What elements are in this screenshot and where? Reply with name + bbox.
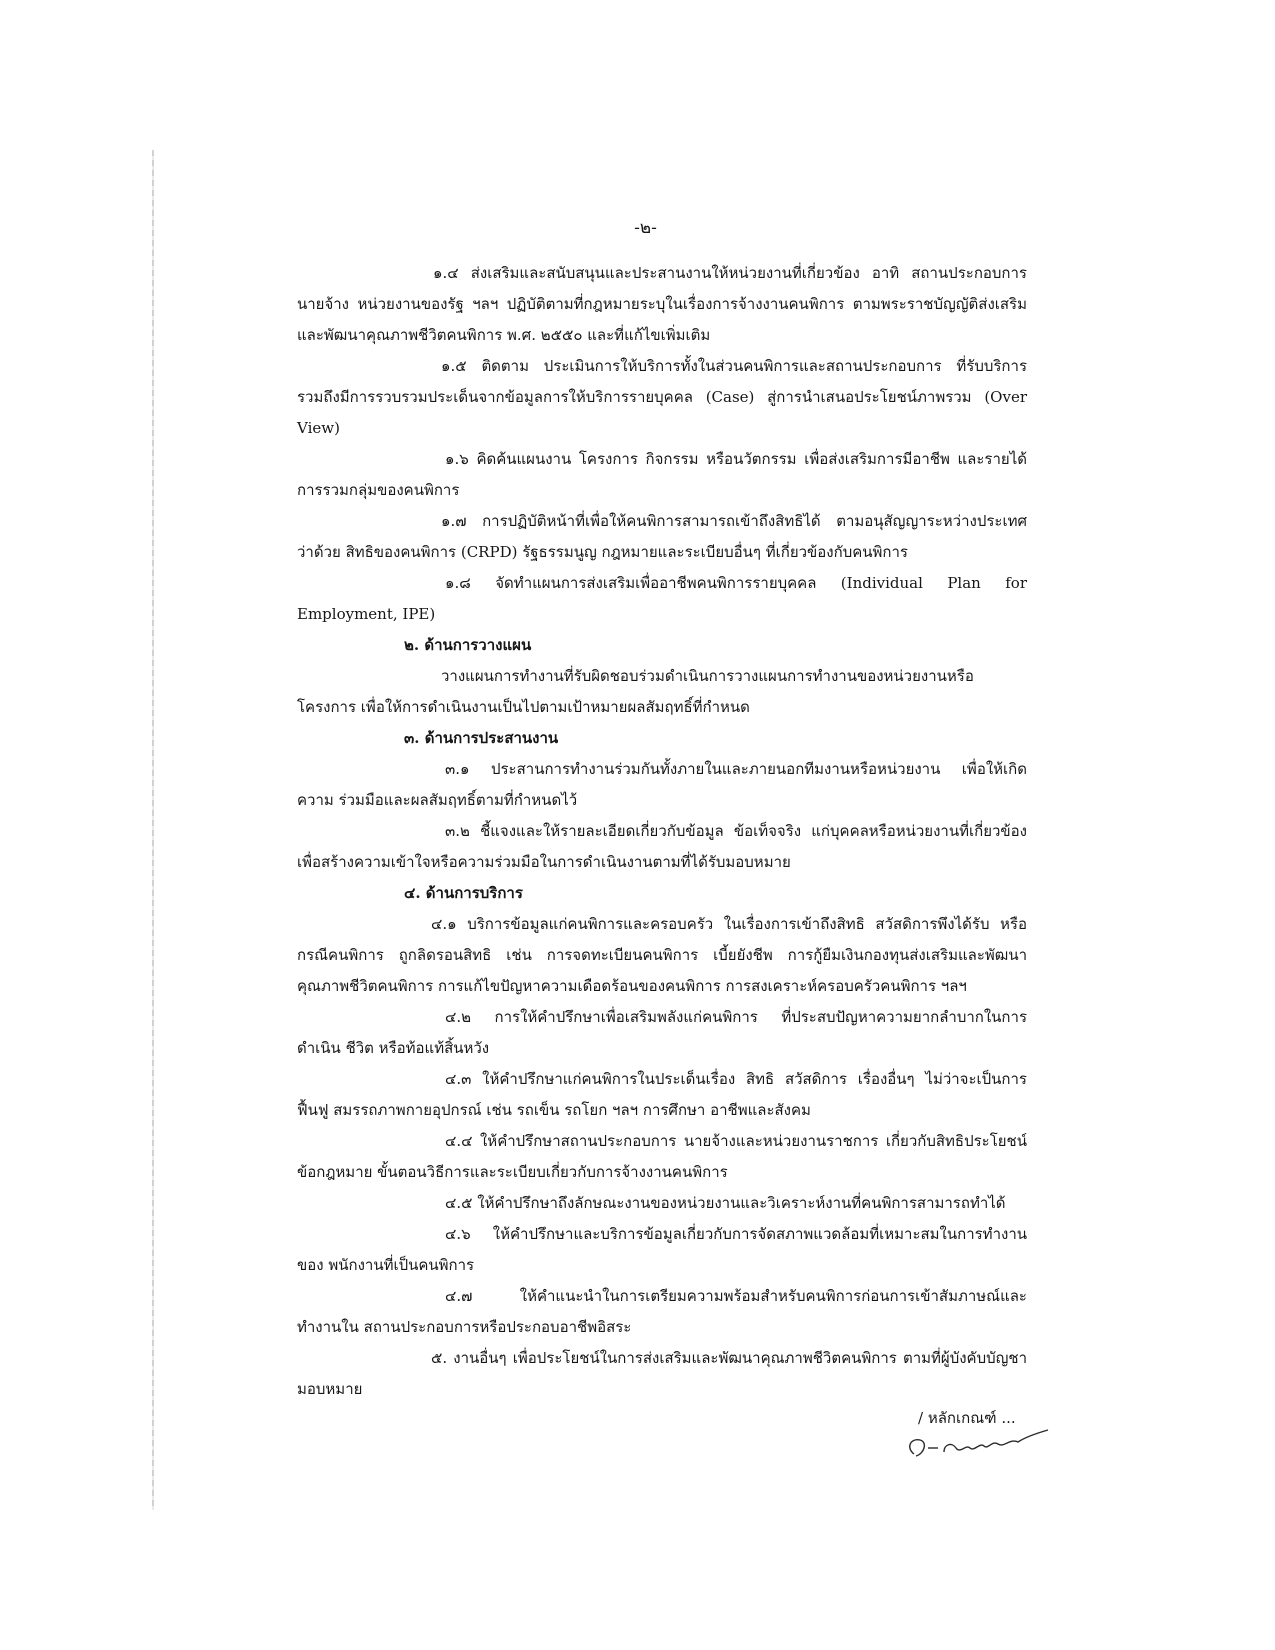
paragraph-4-4: ๔.๔ ให้คำปรึกษาสถานประกอบการ นายจ้างและหน่วยงานราชการ เกี่ยวกับสิทธิประโยชน์ ข้อกฎหมาย ขั้นตอนวิธีการและระเบียบเกี่ยวกับการจ้างงานคนพิการ xyxy=(297,1132,1027,1181)
section-2-body: วางแผนการทำงานที่รับผิดชอบร่วมดำเนินการวางแผนการทำงานของหน่วยงานหรือโครงการ เพื่อให้การดำเนินงานเป็นไปตามเป้าหมายผลสัมฤทธิ์ที่กำหนด xyxy=(297,667,974,716)
section-5-text: ๕. งานอื่นๆ เพื่อประโยชน์ในการส่งเสริมและพัฒนาคุณภาพชีวิตคนพิการ ตามที่ผู้บังคับบัญชา มอบหมาย xyxy=(297,1349,1027,1398)
paragraph-4-6: ๔.๖ ให้คำปรึกษาและบริการข้อมูลเกี่ยวกับการจัดสภาพแวดล้อมที่เหมาะสมในการทำงานของ พนักงานที่เป็นคนพิการ xyxy=(297,1225,1027,1274)
section-3-heading: ๓. ด้านการประสานงาน xyxy=(404,729,559,747)
paragraph-1-6: ๑.๖ คิดค้นแผนงาน โครงการ กิจกรรม หรือนวัตกรรม เพื่อส่งเสริมการมีอาชีพ และรายได้ การรวมกลุ่มของคนพิการ xyxy=(297,450,1027,499)
paragraph-3-1: ๓.๑ ประสานการทำงานร่วมกันทั้งภายในและภายนอกทีมงานหรือหน่วยงาน เพื่อให้เกิดความ ร่วมมือและผลสัมฤทธิ์ตามที่กำหนดไว้ xyxy=(297,760,1027,809)
paragraph-1-7: ๑.๗ การปฏิบัติหน้าที่เพื่อให้คนพิการสามารถเข้าถึงสิทธิได้ ตามอนุสัญญาระหว่างประเทศ ว่าด้วย สิทธิของคนพิการ (CRPD) รัฐธรรมนูญ กฎหมายและระเบียบอื่นๆ ที่เกี่ยวข้องกับคนพิการ xyxy=(297,512,1027,561)
handwritten-signature xyxy=(900,1418,1060,1468)
page-number: -๒- xyxy=(634,218,657,238)
paragraph-4-7: ๔.๗ ให้คำแนะนำในการเตรียมความพร้อมสำหรับคนพิการก่อนการเข้าสัมภาษณ์และทำงานใน สถานประกอบการหรือประกอบอาชีพอิสระ xyxy=(297,1287,1027,1336)
paragraph-4-2: ๔.๒ การให้คำปรึกษาเพื่อเสริมพลังแก่คนพิการ ที่ประสบปัญหาความยากลำบากในการดำเนิน ชีวิต หรือท้อแท้สิ้นหวัง xyxy=(297,1008,1027,1057)
scan-edge xyxy=(152,150,154,1510)
paragraph-4-1: ๔.๑ บริการข้อมูลแก่คนพิการและครอบครัว ในเรื่องการเข้าถึงสิทธิ สวัสดิการพึงได้รับ หรือ กรณีคนพิการ ถูกลิดรอนสิทธิ เช่น การจดทะเบียนคนพิการ เบี้ยยังชีพ การกู้ยืมเงินกองทุนส่งเสริมและพัฒนา คุณภาพชีวิตคนพิการ การแก้ไขปัญหาความเดือดร้อนของคนพิการ การสงเคราะห์ครอบครัวคนพิการ ฯลฯ xyxy=(297,915,1027,995)
paragraph-3-2: ๓.๒ ชี้แจงและให้รายละเอียดเกี่ยวกับข้อมูล ข้อเท็จจริง แก่บุคคลหรือหน่วยงานที่เกี่ยวข้อง เพื่อสร้างความเข้าใจหรือความร่วมมือในการดำเนินงานตามที่ได้รับมอบหมาย xyxy=(297,822,1027,871)
paragraph-4-5: ๔.๕ ให้คำปรึกษาถึงลักษณะงานของหน่วยงานและวิเคราะห์งานที่คนพิการสามารถทำได้ xyxy=(445,1194,1006,1212)
paragraph-1-8: ๑.๘ จัดทำแผนการส่งเสริมเพื่ออาชีพคนพิการรายบุคคล (Individual Plan for Employment, IPE) xyxy=(297,574,1027,623)
section-2-heading: ๒. ด้านการวางแผน xyxy=(404,636,532,654)
continuation-note: / หลักเกณฑ์ ... xyxy=(918,1409,1016,1427)
paragraph-1-4: ๑.๔ ส่งเสริมและสนับสนุนและประสานงานให้หน่วยงานที่เกี่ยวข้อง อาทิ สถานประกอบการ นายจ้าง หน่วยงานของรัฐ ฯลฯ ปฏิบัติตามที่กฎหมายระบุในเรื่องการจ้างงานคนพิการ ตามพระราชบัญญัติส่งเสริม และพัฒนาคุณภาพชีวิตคนพิการ พ.ศ. ๒๕๕๐ และที่แก้ไขเพิ่มเติม xyxy=(297,264,1027,344)
paragraph-4-3: ๔.๓ ให้คำปรึกษาแก่คนพิการในประเด็นเรื่อง สิทธิ สวัสดิการ เรื่องอื่นๆ ไม่ว่าจะเป็นการฟื้นฟู สมรรถภาพกายอุปกรณ์ เช่น รถเข็น รถโยก ฯลฯ การศึกษา อาชีพและสังคม xyxy=(297,1070,1027,1119)
document-body xyxy=(297,258,1027,1405)
section-4-heading: ๔. ด้านการบริการ xyxy=(404,884,523,902)
paragraph-1-5: ๑.๕ ติดตาม ประเมินการให้บริการทั้งในส่วนคนพิการและสถานประกอบการ ที่รับบริการ รวมถึงมีการรวบรวมประเด็นจากข้อมูลการให้บริการรายบุคคล (Case) สู่การนำเสนอประโยชน์ภาพรวม (Over View) xyxy=(297,357,1027,437)
